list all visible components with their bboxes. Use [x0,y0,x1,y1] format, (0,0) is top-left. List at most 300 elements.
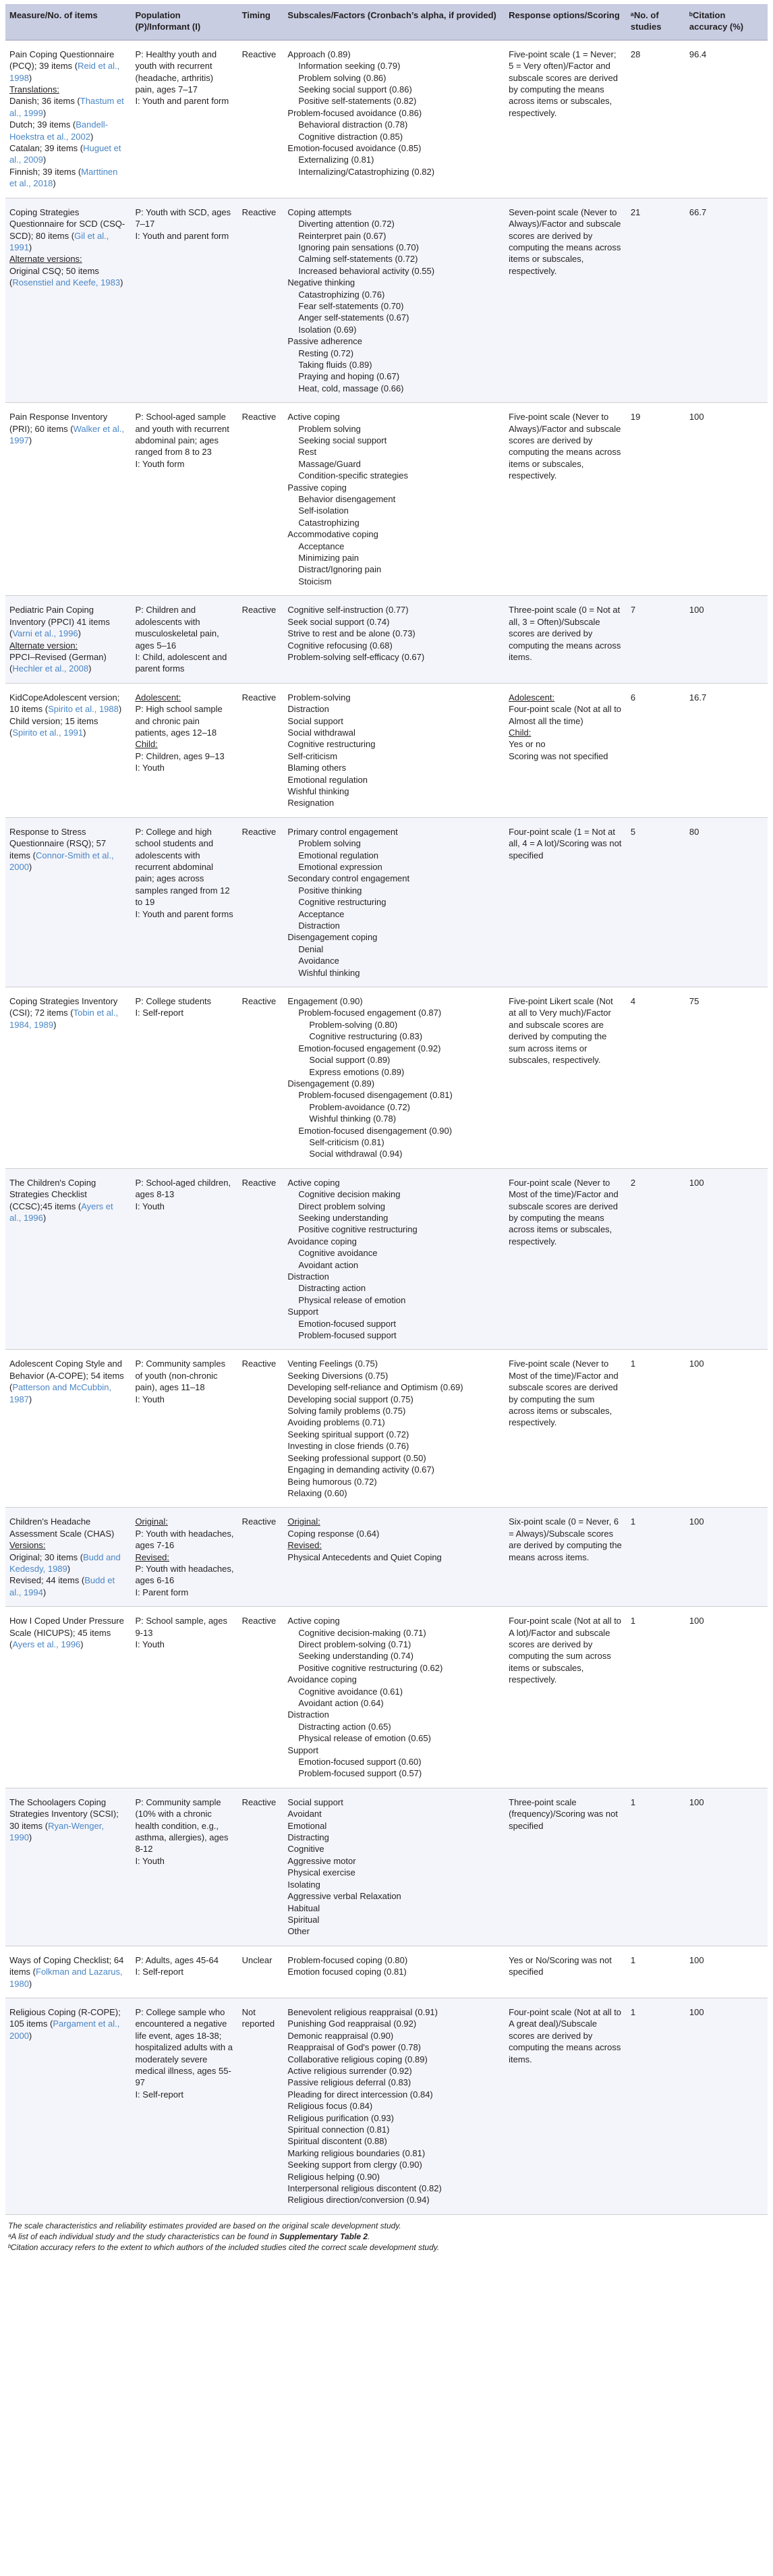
measure-text: Dutch; 39 items ( [9,119,76,130]
cell-timing: Reactive [238,1350,284,1508]
measure-text: Finnish; 39 items ( [9,166,82,177]
population-line: P: Community sample (10% with a chronic health condition, e.g., asthma, allergies), ages 8-12 [135,1797,229,1855]
subscale-item: Reappraisal of God's power (0.78) [287,2042,422,2053]
population-line: I: Parent form [135,1587,189,1597]
response-heading: Child: [509,727,532,738]
footnote-2 [8,2231,765,2242]
measure-text: Translations: [9,84,59,95]
subscale-item: Relaxing (0.60) [287,1487,347,1498]
subscale-item: Behavior disengagement [298,494,396,505]
population-line: I: Youth [135,1394,165,1404]
cell-response [505,198,627,403]
cell-studies: 4 [627,987,685,1169]
subscale-item: Problem solving [298,838,361,849]
subscale-item: Massage/Guard [298,458,361,469]
cell-response [505,817,627,987]
cell-population [131,1607,237,1788]
subscale-item: Distract/Ignoring pain [298,564,382,575]
subscale-item: Wishful thinking [298,967,360,978]
table-row [5,1788,768,1946]
subscale-item: Active religious surrender (0.92) [287,2065,412,2076]
subscale-item: Investing in close friends (0.76) [287,1441,409,1452]
response-line: Yes or No/Scoring was not specified [509,1954,612,1977]
subscale-item: Distraction [287,1271,329,1282]
citation-link[interactable]: Connor-Smith et al., 2000 [9,850,114,872]
response-line: Five-point scale (1 = Never; 5 = Very often)/Factor and subscale scores are derived by computing the means across items or subscales, respectively. [509,49,618,118]
measure-text: ) [28,1978,32,1989]
citation-link[interactable]: Rosenstiel and Keefe, 1983 [12,277,121,288]
subscale-item: Passive adherence [287,336,362,347]
measure-text: Response to Stress Questionnaire (RSQ); 57 items ( [9,826,107,860]
cell-studies: 1 [627,1788,685,1946]
footnote-2-pre: ᵃA list of each individual study and the study characteristics can be found in [8,2231,280,2241]
citation-link[interactable]: Marttinen et al., 2018 [9,166,118,189]
subscale-item: Physical release of emotion [298,1294,406,1305]
response-line: Yes or no [509,739,546,750]
measure-text: ) [88,663,92,674]
citation-link[interactable]: Spirito et al., 1988 [48,704,119,715]
subscale-item: Resting (0.72) [298,348,354,358]
population-line: P: Healthy youth and youth with recurrent (headache, arthritis) pain, ages 7–17 [135,49,217,95]
response-heading: Adolescent: [509,692,555,703]
subscale-item: Denial [298,943,324,954]
subscale-item: Catastrophizing (0.76) [298,289,385,300]
cell-response [505,1168,627,1350]
cell-citation: 66.7 [685,198,768,403]
subscale-item: Cognitive avoidance [298,1248,378,1259]
citation-link[interactable]: Budd and Kedesdy, 1989 [9,1552,121,1574]
cell-measure [5,817,131,987]
subscale-item: Information seeking (0.79) [298,61,401,72]
cell-population [131,987,237,1169]
response-line: Six-point scale (0 = Never, 6 = Always)/Subscale scores are derived by computing the means across items. [509,1516,622,1562]
subscale-heading: Revised: [287,1540,322,1551]
cell-citation: 96.4 [685,40,768,198]
citation-link[interactable]: Hechler et al., 2008 [12,663,89,674]
cell-studies: 2 [627,1168,685,1350]
population-line: I: Child, adolescent and parent forms [135,651,227,674]
measure-text: ) [118,704,122,715]
cell-measure [5,1168,131,1350]
population-line: P: Children and adolescents with musculoskeletal pain, ages 5–16 [135,605,219,651]
table-row [5,683,768,817]
population-heading: Revised: [135,1552,170,1562]
subscale-item: Problem-focused support [298,1330,397,1341]
subscale-item: Benevolent religious reappraisal (0.91) [287,2006,438,2017]
subscale-item: Physical release of emotion (0.65) [298,1733,431,1744]
subscale-item: Direct problem solving [298,1201,386,1211]
citation-link[interactable]: Patterson and McCubbin, 1987 [9,1382,112,1404]
cell-response [505,683,627,817]
subscale-item: Social withdrawal (0.94) [309,1149,403,1159]
subscale-item: Approach (0.89) [287,49,351,59]
citation-link[interactable]: Ryan-Wenger, 1990 [9,1820,104,1843]
table-header [5,4,768,40]
cell-subscales [283,1607,505,1788]
cell-studies: 1 [627,1946,685,1998]
cell-studies: 1 [627,1350,685,1508]
cell-timing: Reactive [238,198,284,403]
subscale-item: Seeking support from clergy (0.90) [287,2160,422,2170]
cell-timing: Reactive [238,1168,284,1350]
table-row [5,1998,768,2214]
subscale-item: Problem-focused engagement (0.87) [298,1008,442,1018]
measure-text: Ways of Coping Checklist; 64 items ( [9,1954,124,1977]
cell-response [505,1998,627,2214]
cell-population [131,1998,237,2214]
population-line: I: Youth [135,1639,165,1649]
cell-population [131,403,237,596]
subscale-item: Emotional regulation [298,850,378,860]
measure-text: Original; 30 items ( [9,1552,84,1562]
subscale-item: Problem solving (0.86) [298,72,386,83]
measure-text: ) [28,1394,32,1404]
subscale-item: Isolating [287,1879,320,1890]
measure-text: ) [28,72,32,83]
cell-timing: Reactive [238,817,284,987]
citation-link[interactable]: Huguet et al., 2009 [9,143,121,165]
citation-link[interactable]: Reid et al., 1998 [9,61,120,83]
measure-text: PPCI–Revised (German) ( [9,651,107,674]
cell-citation: 80 [685,817,768,987]
measure-text: ) [28,2030,32,2041]
cell-subscales [283,1998,505,2214]
table-row [5,40,768,198]
header-studies: ᵃNo. of studies [627,4,685,40]
response-line: Scoring was not specified [509,750,608,761]
population-line: I: Self-report [135,1008,183,1018]
cell-subscales [283,40,505,198]
population-line: P: College sample who encountered a negative life event, ages 18-38; hospitalized adults with a moderately severe medical illness, ages 55-97 [135,2006,233,2088]
subscale-item: Distracting [287,1832,329,1843]
population-line: P: School-aged children, ages 8-13 [135,1177,231,1200]
cell-subscales [283,1168,505,1350]
subscale-item: Acceptance [298,908,345,919]
measure-text: How I Coped Under Pressure Scale (HICUPS); 45 items ( [9,1616,124,1649]
cell-response [505,1788,627,1946]
cell-studies: 6 [627,683,685,817]
subscale-item: Wishful thinking [287,786,349,796]
cell-measure [5,1788,131,1946]
table-row [5,817,768,987]
subscale-item: Primary control engagement [287,826,398,837]
subscale-item: Behavioral distraction (0.78) [298,119,408,130]
subscale-item: Positive cognitive restructuring [298,1224,418,1235]
subscale-item: Religious helping (0.90) [287,2171,380,2182]
subscale-item: Anger self-statements (0.67) [298,312,409,323]
subscale-item: Problem-focused disengagement (0.81) [298,1090,453,1101]
population-line: I: Youth and parent forms [135,908,233,919]
cell-measure [5,198,131,403]
subscale-item: Problem-solving [287,692,351,703]
measure-text: Religious Coping (R-COPE); 105 items ( [9,2006,121,2029]
cell-timing: Reactive [238,683,284,817]
measure-text: ) [67,1563,71,1574]
population-line: P: Youth with headaches, ages 6-16 [135,1563,234,1586]
subscale-item: Acceptance [298,541,345,551]
subscale-item: Internalizing/Catastrophizing (0.82) [298,166,435,177]
subscale-item: Distraction [287,1709,329,1720]
subscale-item: Positive thinking [298,885,362,896]
cell-timing: Reactive [238,987,284,1169]
population-line: I: Self-report [135,2089,183,2100]
cell-studies: 19 [627,403,685,596]
subscale-item: Problem-focused avoidance (0.86) [287,107,422,118]
subscale-item: Venting Feelings (0.75) [287,1359,378,1369]
measure-text: Pediatric Pain Coping Inventory (PPCI) 41 items ( [9,605,110,639]
subscale-item: Diverting attention (0.72) [298,219,395,229]
measure-text: ) [28,435,32,445]
header-population: Population (P)/Informant (I) [131,4,237,40]
cell-population [131,198,237,403]
subscale-item: Support [287,1745,318,1755]
citation-link[interactable]: Thastum et al., 1999 [9,96,124,118]
subscale-item: Avoidance coping [287,1674,357,1685]
header-row [5,4,768,40]
measure-text: ) [42,155,47,165]
measure-text: Adolescent Coping Style and Behavior (A-COPE); 54 items ( [9,1359,124,1393]
citation-link[interactable]: Folkman and Lazarus, 1980 [9,1967,123,1989]
subscale-item: Secondary control engagement [287,873,410,884]
subscale-item: Emotional expression [298,862,382,872]
population-line: P: College and high school students and adolescents with recurrent abdominal pain; ages across samples ranged from 12 to 19 [135,826,230,908]
subscale-item: Self-criticism (0.81) [309,1136,384,1147]
measure-text: Coping Strategies Questionnaire for SCD (CSQ-SCD); 80 items ( [9,207,125,241]
response-line: Four-point scale (Not at all to Almost all the time) [509,704,622,726]
citation-link[interactable]: Pargament et al., 2000 [9,2019,120,2041]
subscale-item: Physical Antecedents and Quiet Coping [287,1552,442,1562]
response-line: Three-point scale (frequency)/Scoring was not specified [509,1797,618,1831]
subscale-item: Active coping [287,1616,340,1626]
measure-text: ) [83,727,86,738]
subscale-item: Passive coping [287,482,347,493]
population-heading: Adolescent: [135,692,181,703]
subscale-item: Avoiding problems (0.71) [287,1417,385,1428]
cell-timing: Reactive [238,403,284,596]
subscale-item: Seek social support (0.74) [287,616,390,627]
cell-measure [5,1508,131,1607]
response-line: Three-point scale (0 = Not at all, 3 = Often)/Subscale scores are derived by computing the means across items. [509,605,621,662]
subscale-item: Developing self-reliance and Optimism (0.69) [287,1382,463,1393]
cell-subscales [283,987,505,1169]
measure-text: ) [80,1639,84,1649]
measure-text: ) [53,1019,57,1030]
cell-measure [5,40,131,198]
subscale-item: Self-isolation [298,505,349,516]
measure-text: Catalan; 39 items ( [9,143,84,154]
subscale-item: Emotion-focused engagement (0.92) [298,1043,441,1053]
subscale-item: Calming self-statements (0.72) [298,254,418,265]
subscale-item: Taking fluids (0.89) [298,359,372,370]
measure-text: ) [78,628,82,639]
subscale-item: Being humorous (0.72) [287,1476,377,1487]
subscale-item: Social support [287,1797,343,1807]
subscale-item: Stoicism [298,576,332,586]
population-line: I: Youth and parent form [135,96,229,107]
table-row [5,1946,768,1998]
measure-text: ) [42,1212,47,1223]
subscale-item: Negative thinking [287,277,355,288]
subscale-item: Aggressive verbal Relaxation [287,1891,401,1902]
cell-population [131,1788,237,1946]
citation-link[interactable]: Bandell-Hoekstra et al., 2002 [9,119,108,142]
cell-subscales [283,817,505,987]
population-line: I: Youth form [135,458,185,469]
table-row [5,198,768,403]
population-line: P: Community samples of youth (non-chronic pain), ages 11–18 [135,1359,226,1393]
supplementary-table-ref: Supplementary Table 2 [279,2231,368,2241]
subscale-item: Seeking understanding [298,1212,389,1223]
subscale-item: Engaging in demanding activity (0.67) [287,1464,434,1475]
header-subscales: Subscales/Factors (Cronbach’s alpha, if provided) [283,4,505,40]
table-row [5,987,768,1169]
subscale-item: Blaming others [287,763,347,773]
cell-population [131,1508,237,1607]
population-line: P: Youth with headaches, ages 7-16 [135,1528,234,1551]
population-line: P: Children, ages 9–13 [135,750,225,761]
subscale-item: Emotional [287,1820,327,1831]
population-line: P: School-aged sample and youth with recurrent abdominal pain; ages ranged from 8 to 23 [135,412,229,458]
subscale-item: Minimizing pain [298,553,360,564]
population-line: P: College students [135,996,212,1007]
cell-measure [5,596,131,683]
subscale-item: Avoidant action (0.64) [298,1698,384,1708]
cell-response [505,596,627,683]
cell-timing: Not reported [238,1998,284,2214]
subscale-item: Emotion focused coping (0.81) [287,1967,407,1977]
cell-citation: 100 [685,1350,768,1508]
population-line: P: Youth with SCD, ages 7–17 [135,207,231,229]
cell-response [505,403,627,596]
response-line: Five-point Likert scale (Not at all to Very much)/Factor and subscale scores are derived by computing the sum across items or subscales, respectively. [509,996,613,1066]
subscale-item: Reinterpret pain (0.67) [298,230,386,241]
subscale-item: Pleading for direct intercession (0.84) [287,2089,433,2100]
table-row [5,596,768,683]
subscale-heading: Original: [287,1516,320,1527]
subscale-item: Fear self-statements (0.70) [298,300,404,311]
cell-citation: 100 [685,1168,768,1350]
footnote-1: The scale characteristics and reliability estimates provided are based on the original scale development study. [8,2220,401,2230]
cell-subscales [283,596,505,683]
subscale-item: Seeking understanding (0.74) [298,1651,413,1662]
cell-studies: 1 [627,1508,685,1607]
cell-measure [5,403,131,596]
cell-citation: 100 [685,1508,768,1607]
subscale-item: Seeking social support [298,435,387,445]
population-heading: Child: [135,739,158,750]
citation-link[interactable]: Budd et al., 1994 [9,1575,115,1597]
subscale-item: Problem-focused support (0.57) [298,1768,422,1779]
subscale-item: Wishful thinking (0.78) [309,1114,397,1124]
subscale-item: Support [287,1307,318,1317]
response-line: Five-point scale (Never to Most of the time)/Factor and subscale scores are derived by computing the sum across items or subscales, respectively. [509,1359,619,1428]
cell-response [505,987,627,1169]
subscale-item: Developing social support (0.75) [287,1394,413,1404]
cell-citation: 100 [685,596,768,683]
measure-text: The Schoolagers Coping Strategies Inventory (SCSI); 30 items ( [9,1797,119,1831]
cell-measure [5,987,131,1169]
cell-population [131,1946,237,1998]
subscale-item: Spiritual connection (0.81) [287,2125,390,2135]
measure-text: Danish; 36 items ( [9,96,80,107]
footnote-3: ᵇCitation accuracy refers to the extent to which authors of the included studies cited the correct scale development study. [8,2242,440,2252]
cell-timing: Reactive [238,40,284,198]
cell-subscales [283,1508,505,1607]
subscale-item: Externalizing (0.81) [298,155,374,165]
subscale-item: Praying and hoping (0.67) [298,371,400,382]
population-line: I: Youth and parent form [135,230,229,241]
measure-text: Coping Strategies Inventory (CSI); 72 items ( [9,996,118,1018]
cell-measure [5,1607,131,1788]
subscale-item: Problem solving [298,423,361,434]
cell-studies: 1 [627,1607,685,1788]
citation-link[interactable]: Gil et al., 1991 [9,230,109,252]
citation-link[interactable]: Walker et al., 1997 [9,423,124,445]
subscale-item: Emotion-focused disengagement (0.90) [298,1125,453,1136]
subscale-item: Emotional regulation [287,774,368,785]
subscale-item: Spiritual discontent (0.88) [287,2136,387,2147]
measure-text: ) [42,1587,47,1597]
subscale-item: Catastrophizing [298,517,360,528]
measure-text: ) [53,178,56,189]
citation-link[interactable]: Spirito et al., 1991 [12,727,84,738]
subscale-item: Physical exercise [287,1867,355,1878]
table-row [5,1508,768,1607]
citation-link[interactable]: Tobin et al., 1984, 1989 [9,1008,119,1030]
citation-link[interactable]: Ayers et al., 1996 [9,1201,113,1223]
subscale-item: Social support [287,715,343,726]
subscale-item: Active coping [287,412,340,422]
subscale-item: Coping attempts [287,207,352,217]
measure-text: Pain Response Inventory (PRI); 60 items ( [9,412,108,434]
cell-citation: 100 [685,1946,768,1998]
header-timing: Timing [238,4,284,40]
subscale-item: Cognitive [287,1844,324,1855]
cell-measure [5,683,131,817]
subscale-item: Avoidant action [298,1259,359,1270]
subscale-item: Interpersonal religious discontent (0.82) [287,2183,442,2194]
response-line: Five-point scale (Never to Always)/Factor and subscale scores are derived by computing the means across items or subscales, respectively. [509,412,621,481]
subscale-item: Cognitive restructuring [298,897,386,908]
response-line: Four-point scale (Never to Most of the time)/Factor and subscale scores are derived by computing the means across items or subscales, respectively. [509,1177,619,1246]
cell-citation: 16.7 [685,683,768,817]
subscale-item: Distracting action (0.65) [298,1721,391,1732]
cell-timing: Reactive [238,1508,284,1607]
cell-response [505,1607,627,1788]
subscale-item: Problem-solving self-efficacy (0.67) [287,651,425,662]
subscale-item: Solving family problems (0.75) [287,1406,406,1417]
measure-text: Children's Headache Assessment Scale (CHAS) [9,1516,115,1539]
subscale-item: Accommodative coping [287,529,378,540]
subscale-item: Problem-avoidance (0.72) [309,1101,410,1112]
cell-measure [5,1350,131,1508]
measure-text: ) [90,131,94,142]
cell-subscales [283,1788,505,1946]
table-row [5,1350,768,1508]
measure-text: ) [120,277,123,288]
subscale-item: Isolation (0.69) [298,324,357,335]
subscale-item: Disengagement coping [287,932,378,943]
subscale-item: Cognitive self-instruction (0.77) [287,605,409,615]
population-line: P: High school sample and chronic pain patients, ages 12–18 [135,704,223,738]
subscale-item: Express emotions (0.89) [309,1066,405,1077]
cell-population [131,1350,237,1508]
header-response: Response options/Scoring [505,4,627,40]
subscale-item: Cognitive refocusing (0.68) [287,640,393,651]
citation-link[interactable]: Ayers et al., 1996 [12,1639,81,1649]
citation-link[interactable]: Varni et al., 1996 [12,628,78,639]
subscale-item: Religious focus (0.84) [287,2101,373,2112]
